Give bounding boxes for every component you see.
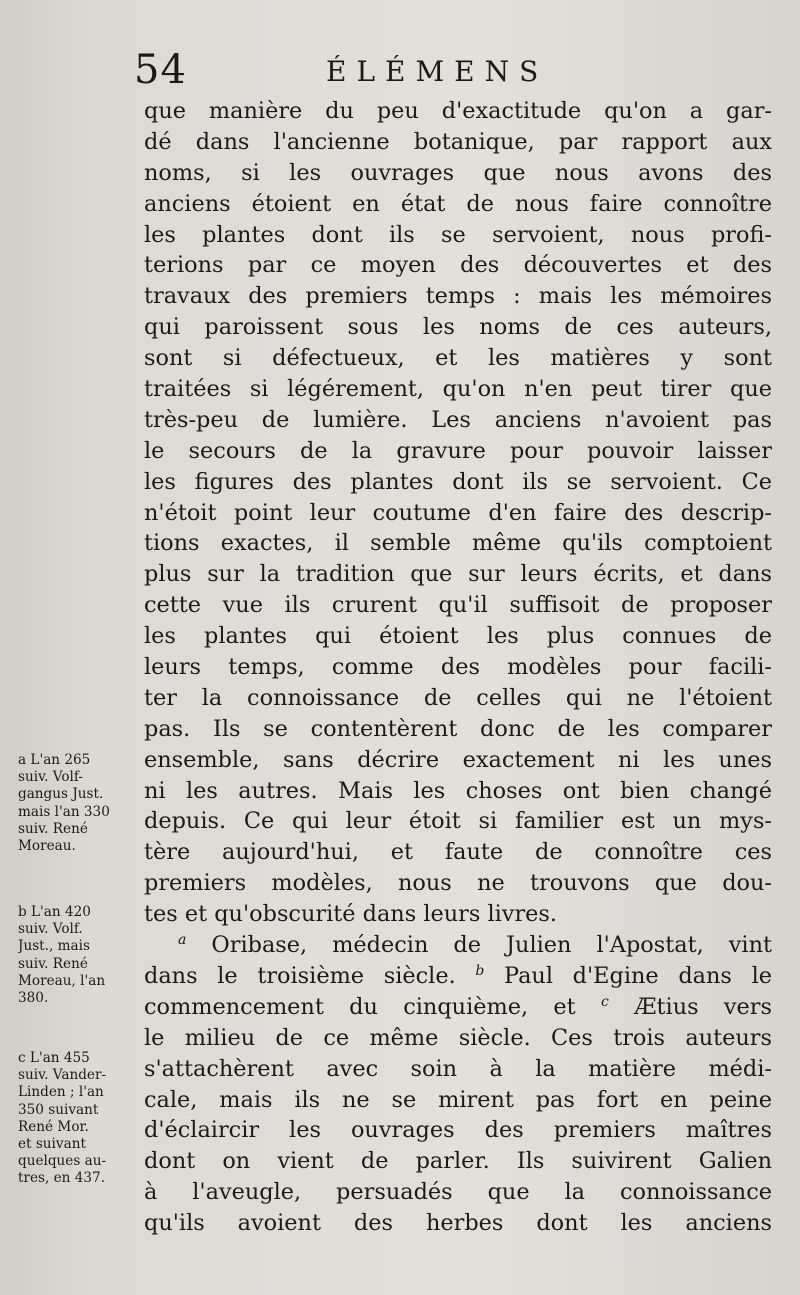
text-line: depuis. Ce qui leur étoit si familier est un mys- (144, 808, 772, 835)
text-line: dé dans l'ancienne botanique, par rapport aux (144, 128, 772, 155)
text-line: pas. Ils se contentèrent donc de les comparer (144, 715, 772, 742)
text-line: le secours de la gravure pour pouvoir laisser (144, 437, 772, 464)
text-line: qui paroissent sous les noms de ces auteurs, (144, 314, 772, 341)
note-line: 380. (18, 989, 49, 1006)
note-mark-c: c (600, 993, 609, 1010)
note-line: et suivant (18, 1135, 86, 1152)
note-line: mais l'an 330 (18, 803, 110, 820)
text-line (144, 992, 772, 1023)
text-line: sont si défectueux, et les matières y sont (144, 345, 772, 372)
note-mark-a: a (178, 932, 187, 949)
text-span: Paul d'Egine dans le (504, 962, 772, 989)
note-line: 350 suivant (18, 1101, 99, 1118)
note-line: Just., mais (18, 938, 90, 955)
text-span: Ætius vers (634, 993, 772, 1020)
text-line: s'attachèrent avec soin à la matière médi- (144, 1055, 772, 1082)
text-line: que manière du peu d'exactitude qu'on a gar- (144, 98, 772, 124)
text-line: ni les autres. Mais les choses ont bien changé (144, 777, 772, 804)
note-line: tres, en 437. (18, 1170, 106, 1187)
note-line: a L'an 265 (18, 752, 91, 768)
text-line: cette vue ils crurent qu'il suffisoit de proposer (144, 592, 772, 619)
note-line: suiv. René (18, 955, 88, 972)
note-line: Moreau. (18, 837, 76, 854)
running-title: ÉLÉMENS (326, 55, 549, 88)
text-line: travaux des premiers temps : mais les mémoires (144, 283, 772, 310)
text-line: très-peu de lumière. Les anciens n'avoient pas (144, 406, 772, 433)
text-line: dont on vient de parler. Ils suivirent Galien (144, 1148, 772, 1175)
text-span: Oribase, médecin de Julien l'Apostat, vint (211, 932, 772, 959)
text-line: tes et qu'obscurité dans leurs livres. (144, 901, 558, 928)
margin-note-b (18, 904, 142, 1007)
text-line: d'éclaircir les ouvrages des premiers maîtres (144, 1117, 772, 1144)
text-line: terions par ce moyen des découvertes et des (144, 252, 772, 279)
margin-note-c (18, 1050, 142, 1188)
note-line: Moreau, l'an (18, 972, 106, 989)
text-line: tère aujourd'hui, et faute de connoître ces (144, 839, 772, 866)
text-line: le milieu de ce même siècle. Ces trois auteurs (144, 1024, 772, 1051)
text-line: n'étoit point leur coutume d'en faire des descrip- (144, 499, 772, 526)
note-line: gangus Just. (18, 786, 104, 803)
note-line: b L'an 420 (18, 904, 91, 920)
text-line (144, 930, 772, 961)
text-line: cale, mais ils ne se mirent pas fort en peine (144, 1086, 772, 1113)
main-text (144, 96, 772, 1239)
note-line: suiv. Volf. (18, 921, 83, 938)
note-line: suiv. René (18, 820, 88, 837)
note-line: suiv. Volf- (18, 769, 84, 786)
text-line: ensemble, sans décrire exactement ni les unes (144, 746, 772, 773)
note-line: suiv. Vander- (18, 1067, 107, 1084)
text-line: les plantes qui étoient les plus connues de (144, 623, 772, 650)
page-number: 54 (134, 47, 187, 93)
text-line: ter la connoissance de celles qui ne l'étoient (144, 684, 772, 711)
note-line: quelques au- (18, 1153, 107, 1170)
text-line (144, 961, 772, 992)
text-line: plus sur la tradition que sur leurs écrits, et dans (144, 561, 772, 588)
note-line: René Mor. (18, 1118, 89, 1135)
text-line: premiers modèles, nous ne trouvons que dou- (144, 870, 772, 897)
text-line: anciens étoient en état de nous faire connoître (144, 190, 772, 217)
note-line: c L'an 455 (18, 1050, 90, 1066)
text-line: qu'ils avoient des herbes dont les anciens (144, 1210, 772, 1237)
text-line: traitées si légérement, qu'on n'en peut tirer que (144, 376, 772, 403)
margin-note-a (18, 752, 142, 855)
text-line: noms, si les ouvrages que nous avons des (144, 159, 772, 186)
page-header (134, 48, 604, 92)
text-line: à l'aveugle, persuadés que la connoissance (144, 1179, 772, 1206)
text-line: leurs temps, comme des modèles pour facili- (144, 654, 772, 681)
text-line: les figures des plantes dont ils se servoient. Ce (144, 468, 772, 495)
note-mark-b: b (475, 962, 485, 979)
text-span: dans le troisième siècle. (144, 962, 456, 989)
note-line: Linden ; l'an (18, 1084, 104, 1101)
text-line: les plantes dont ils se servoient, nous profi- (144, 221, 772, 248)
text-line: tions exactes, il semble même qu'ils comptoient (144, 530, 772, 557)
text-span: commencement du cinquième, et (144, 993, 576, 1020)
